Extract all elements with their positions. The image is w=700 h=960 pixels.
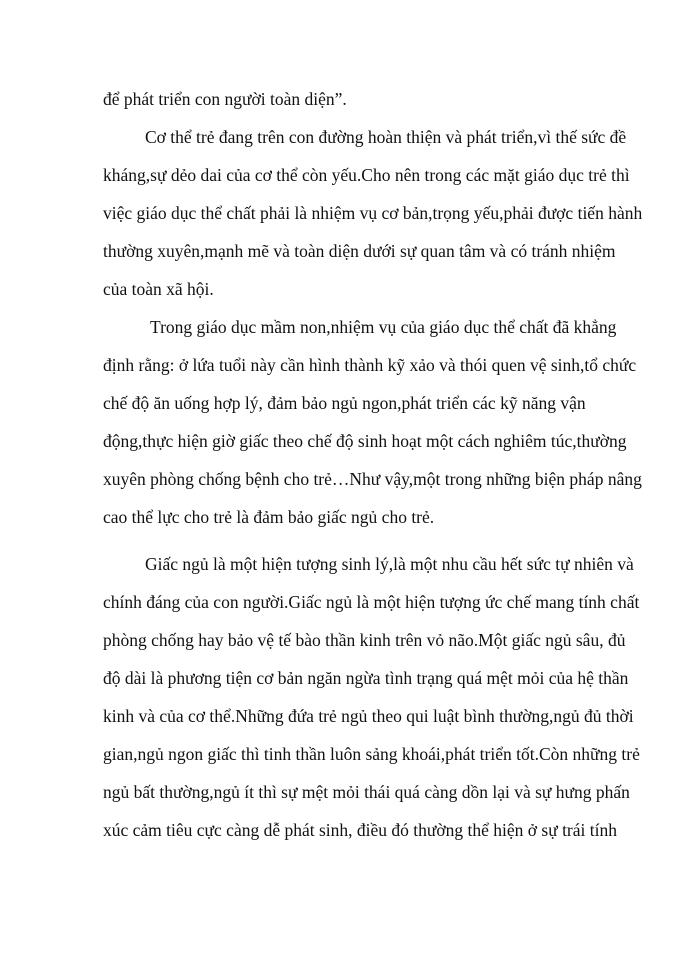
text-line: độ dài là phương tiện cơ bản ngăn ngừa tình trạng quá mệt mỏi của hệ thần <box>103 668 629 688</box>
text-line: chính đáng của con người.Giấc ngủ là một hiện tượng ức chế mang tính chất <box>103 592 640 612</box>
text-line: xúc cảm tiêu cực càng dễ phát sinh, điều đó thường thể hiện ở sự trái tính <box>103 820 617 840</box>
text-line: để phát triển con người toàn diện”. <box>103 89 347 109</box>
paragraph-first-line: Trong giáo dục mầm non,nhiệm vụ của giáo dục thể chất đã khẳng <box>150 317 617 337</box>
text-line: của toàn xã hội. <box>103 279 214 299</box>
paragraph-first-line: Cơ thể trẻ đang trên con đường hoàn thiện và phát triển,vì thế sức đề <box>145 127 627 147</box>
text-line: thường xuyên,mạnh mẽ và toàn diện dưới sự quan tâm và có tránh nhiệm <box>103 241 616 261</box>
text-line: kháng,sự dẻo dai của cơ thể còn yếu.Cho nên trong các mặt giáo dục trẻ thì <box>103 165 630 185</box>
text-line: phòng chống hay bảo vệ tế bào thần kinh trên vỏ não.Một giấc ngủ sâu, đủ <box>103 630 626 650</box>
text-line: cao thể lực cho trẻ là đảm bảo giấc ngủ cho trẻ. <box>103 507 435 527</box>
text-line: việc giáo dục thể chất phải là nhiệm vụ cơ bản,trọng yếu,phải được tiến hành <box>103 203 643 223</box>
text-line: xuyên phòng chống bệnh cho trẻ…Như vậy,một trong những biện pháp nâng <box>103 469 642 489</box>
text-line: chế độ ăn uống hợp lý, đảm bảo ngủ ngon,phát triển các kỹ năng vận <box>103 393 586 413</box>
paragraph-first-line: Giấc ngủ là một hiện tượng sinh lý,là một nhu cầu hết sức tự nhiên và <box>145 554 634 574</box>
text-line: định rằng: ở lứa tuổi này cần hình thành kỹ xảo và thói quen vệ sinh,tổ chức <box>103 355 637 375</box>
text-line: ngủ bất thường,ngủ ít thì sự mệt mỏi thái quá càng dồn lại và sự hưng phấn <box>103 782 630 802</box>
text-line: động,thực hiện giờ giấc theo chế độ sinh hoạt một cách nghiêm túc,thường <box>103 431 627 451</box>
text-line: kinh và của cơ thể.Những đứa trẻ ngủ theo qui luật bình thường,ngủ đủ thời <box>103 706 634 726</box>
text-line: gian,ngủ ngon giấc thì tinh thần luôn sảng khoái,phát triển tốt.Còn những trẻ <box>103 744 640 764</box>
